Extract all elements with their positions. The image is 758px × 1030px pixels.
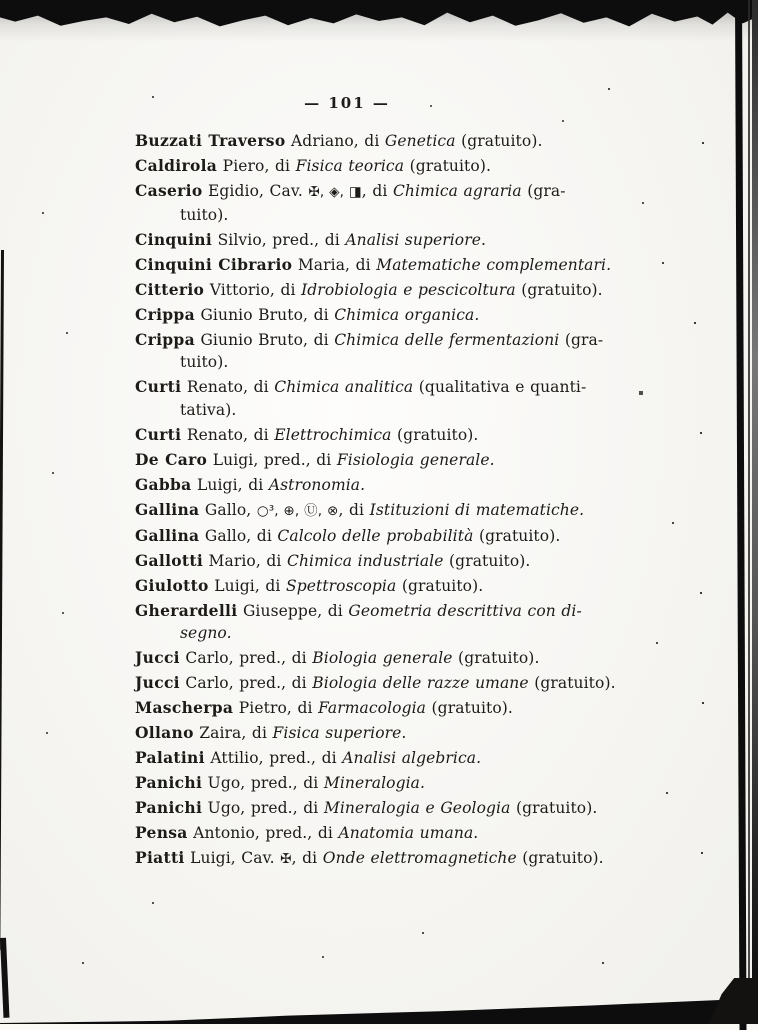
entry-course-title: Astronomia. xyxy=(268,475,366,494)
entry-text: Renato, di xyxy=(181,425,275,444)
entry-surname: De Caro xyxy=(135,449,208,469)
entry-course-title: Spettroscopia xyxy=(286,576,397,595)
lecturer-entry-list xyxy=(135,130,635,871)
entry-text: Gallo, xyxy=(199,500,257,519)
page-number-header: — 101 — xyxy=(304,94,390,112)
entry-text: (gratuito). xyxy=(516,849,604,867)
entry-surname: Cinquini Cibrario xyxy=(135,254,293,274)
entry-text: Ugo, pred., di xyxy=(202,774,324,792)
entry-text: Maria, di xyxy=(292,255,377,274)
entry-surname: Gallina xyxy=(135,499,200,519)
entry-text: , di xyxy=(291,849,323,867)
directory-entry xyxy=(135,376,635,421)
directory-entry xyxy=(135,600,635,645)
entry-text: Carlo, pred., di xyxy=(179,649,313,667)
scan-artifact-right-edge xyxy=(752,0,758,1024)
entry-surname: Crippa xyxy=(135,304,195,324)
entry-text: Zaira, di xyxy=(193,724,273,742)
entry-text: (gratuito). xyxy=(452,649,540,667)
entry-text: Ugo, pred., di xyxy=(202,799,324,817)
directory-entry xyxy=(135,424,635,447)
entry-text: (gratuito). xyxy=(443,551,531,570)
scan-artifact-gutter-line-thin xyxy=(748,0,750,1024)
entry-text: Luigi, pred., di xyxy=(207,450,337,469)
directory-entry xyxy=(135,474,635,497)
entry-course-title: Farmacologia xyxy=(318,699,426,717)
directory-entry xyxy=(135,180,635,226)
entry-text: (gratuito). xyxy=(426,699,513,717)
scan-artifact-top-edge xyxy=(0,0,758,30)
entry-text: Vittorio, di xyxy=(204,280,302,299)
entry-text: , di xyxy=(361,182,393,200)
entry-surname: Curti xyxy=(135,424,182,444)
entry-text: (gratuito). xyxy=(391,425,479,444)
entry-text: (qualitativa e quanti- xyxy=(413,378,587,396)
entry-text: Mario, di xyxy=(203,551,288,570)
entry-surname: Mascherpa xyxy=(135,698,234,717)
entry-course-title: Biologia delle razze umane xyxy=(312,674,529,692)
entry-text: tuito). xyxy=(180,205,229,224)
scan-artifact-left-line xyxy=(0,250,4,950)
directory-entry xyxy=(135,550,635,573)
entry-text: (gra- xyxy=(559,330,604,349)
entry-surname: Ollano xyxy=(135,723,194,742)
entry-text: Antonio, pred., di xyxy=(187,824,339,842)
directory-entry xyxy=(135,697,635,720)
directory-entry xyxy=(135,229,635,252)
honor-symbols: ✠ xyxy=(280,851,292,867)
entry-course-title: Biologia generale xyxy=(312,649,453,667)
entry-course-title: Chimica industriale xyxy=(287,551,444,570)
entry-text: Luigi, Cav. xyxy=(184,849,281,867)
entry-surname: Palatini xyxy=(135,748,205,767)
entry-text: Giuseppe, di xyxy=(237,601,349,620)
entry-text: (gratuito). xyxy=(404,157,491,175)
entry-course-title: Istituzioni di matematiche. xyxy=(369,500,585,519)
entry-text: (gra- xyxy=(521,182,566,200)
entry-text: Giunio Bruto, di xyxy=(194,305,335,324)
scan-artifact-bottom-edge xyxy=(0,992,758,1024)
entry-course-title: Fisica teorica xyxy=(295,157,405,175)
directory-entry xyxy=(135,672,635,695)
entry-text: Gallo, di xyxy=(199,526,278,545)
entry-course-title: Analisi algebrica. xyxy=(342,749,482,767)
entry-text: Renato, di xyxy=(181,378,275,396)
entry-surname: Crippa xyxy=(135,329,195,349)
entry-surname: Gallotti xyxy=(135,550,204,570)
directory-entry xyxy=(135,155,635,178)
entry-surname: Caserio xyxy=(135,181,203,200)
entry-course-title: Anatomia umana. xyxy=(338,824,479,842)
entry-text: (gratuito). xyxy=(515,280,603,299)
entry-surname: Buzzati Traverso xyxy=(135,131,286,150)
directory-entry xyxy=(135,279,635,302)
page-content xyxy=(135,94,635,873)
entry-text: Egidio, Cav. xyxy=(202,182,309,200)
directory-entry xyxy=(135,130,635,153)
entry-text: tuito). xyxy=(180,353,229,371)
entry-text: (gratuito). xyxy=(510,799,598,817)
entry-surname: Jucci xyxy=(135,648,180,667)
directory-entry xyxy=(135,847,635,871)
directory-entry xyxy=(135,747,635,770)
entry-course-title: Chimica agraria xyxy=(392,182,522,200)
entry-text: Adriano, di xyxy=(285,132,385,150)
directory-entry xyxy=(135,647,635,670)
entry-course-title: Idrobiologia e pescicoltura xyxy=(301,280,516,299)
entry-surname: Gherardelli xyxy=(135,600,238,620)
entry-surname: Citterio xyxy=(135,279,205,299)
directory-entry xyxy=(135,575,635,598)
entry-course-title: Geometria descrittiva con di- xyxy=(348,601,582,620)
entry-course-title: Chimica delle fermentazioni xyxy=(334,330,560,349)
entry-text: Silvio, pred., di xyxy=(212,230,346,249)
entry-course-title: Genetica xyxy=(384,132,456,150)
entry-surname: Giulotto xyxy=(135,575,209,595)
entry-course-title: Onde elettromagnetiche xyxy=(322,849,517,867)
entry-course-title: Chimica analitica xyxy=(274,378,414,396)
directory-entry xyxy=(135,449,635,472)
entry-surname: Curti xyxy=(135,377,182,396)
entry-course-title: Calcolo delle probabilità xyxy=(277,526,474,545)
honor-symbols: ✠, ◈, ◨ xyxy=(308,184,362,200)
directory-entry xyxy=(135,499,635,523)
entry-text: Attilio, pred., di xyxy=(204,749,343,767)
entry-course-title: segno. xyxy=(180,624,232,642)
entry-course-title: Chimica organica. xyxy=(334,305,480,324)
entry-text: Piero, di xyxy=(217,157,296,175)
entry-surname: Panichi xyxy=(135,773,203,792)
directory-entry xyxy=(135,797,635,820)
scan-artifact-left-line-tail xyxy=(0,938,9,1018)
entry-text: Carlo, pred., di xyxy=(179,674,313,692)
entry-surname: Panichi xyxy=(135,798,203,817)
entry-surname: Pensa xyxy=(135,823,188,842)
directory-entry xyxy=(135,772,635,795)
directory-entry xyxy=(135,525,635,548)
directory-entry xyxy=(135,722,635,745)
entry-text: tativa). xyxy=(180,400,237,419)
directory-entry xyxy=(135,254,635,277)
entry-course-title: Mineralogia. xyxy=(323,774,426,792)
entry-surname: Gallina xyxy=(135,525,200,545)
entry-course-title: Matematiche complementari. xyxy=(376,255,612,274)
entry-course-title: Mineralogia e Geologia xyxy=(323,799,511,817)
directory-entry xyxy=(135,822,635,845)
entry-text: Giunio Bruto, di xyxy=(194,330,335,349)
entry-course-title: Fisica superiore. xyxy=(272,724,407,742)
entry-course-title: Elettrochimica xyxy=(274,425,392,444)
entry-course-title: Fisiologia generale. xyxy=(336,450,495,469)
entry-text: Luigi, di xyxy=(208,576,286,595)
directory-entry xyxy=(135,329,635,374)
entry-surname: Caldirola xyxy=(135,156,218,175)
directory-entry xyxy=(135,304,635,327)
entry-text: , di xyxy=(338,500,370,519)
entry-text: (gratuito). xyxy=(396,576,484,595)
entry-text: (gratuito). xyxy=(528,674,616,692)
entry-surname: Gabba xyxy=(135,474,192,494)
entry-text: (gratuito). xyxy=(455,132,543,150)
entry-text: (gratuito). xyxy=(473,526,561,545)
entry-text: Luigi, di xyxy=(191,475,269,494)
entry-text: Pietro, di xyxy=(233,699,319,717)
entry-surname: Piatti xyxy=(135,848,185,867)
entry-course-title: Analisi superiore. xyxy=(345,230,487,249)
scan-artifact-gutter-line xyxy=(735,0,747,1030)
entry-surname: Jucci xyxy=(135,673,180,692)
honor-symbols: ○³, ⊕, Ⓤ, ⊗ xyxy=(256,502,339,519)
entry-surname: Cinquini xyxy=(135,229,213,249)
